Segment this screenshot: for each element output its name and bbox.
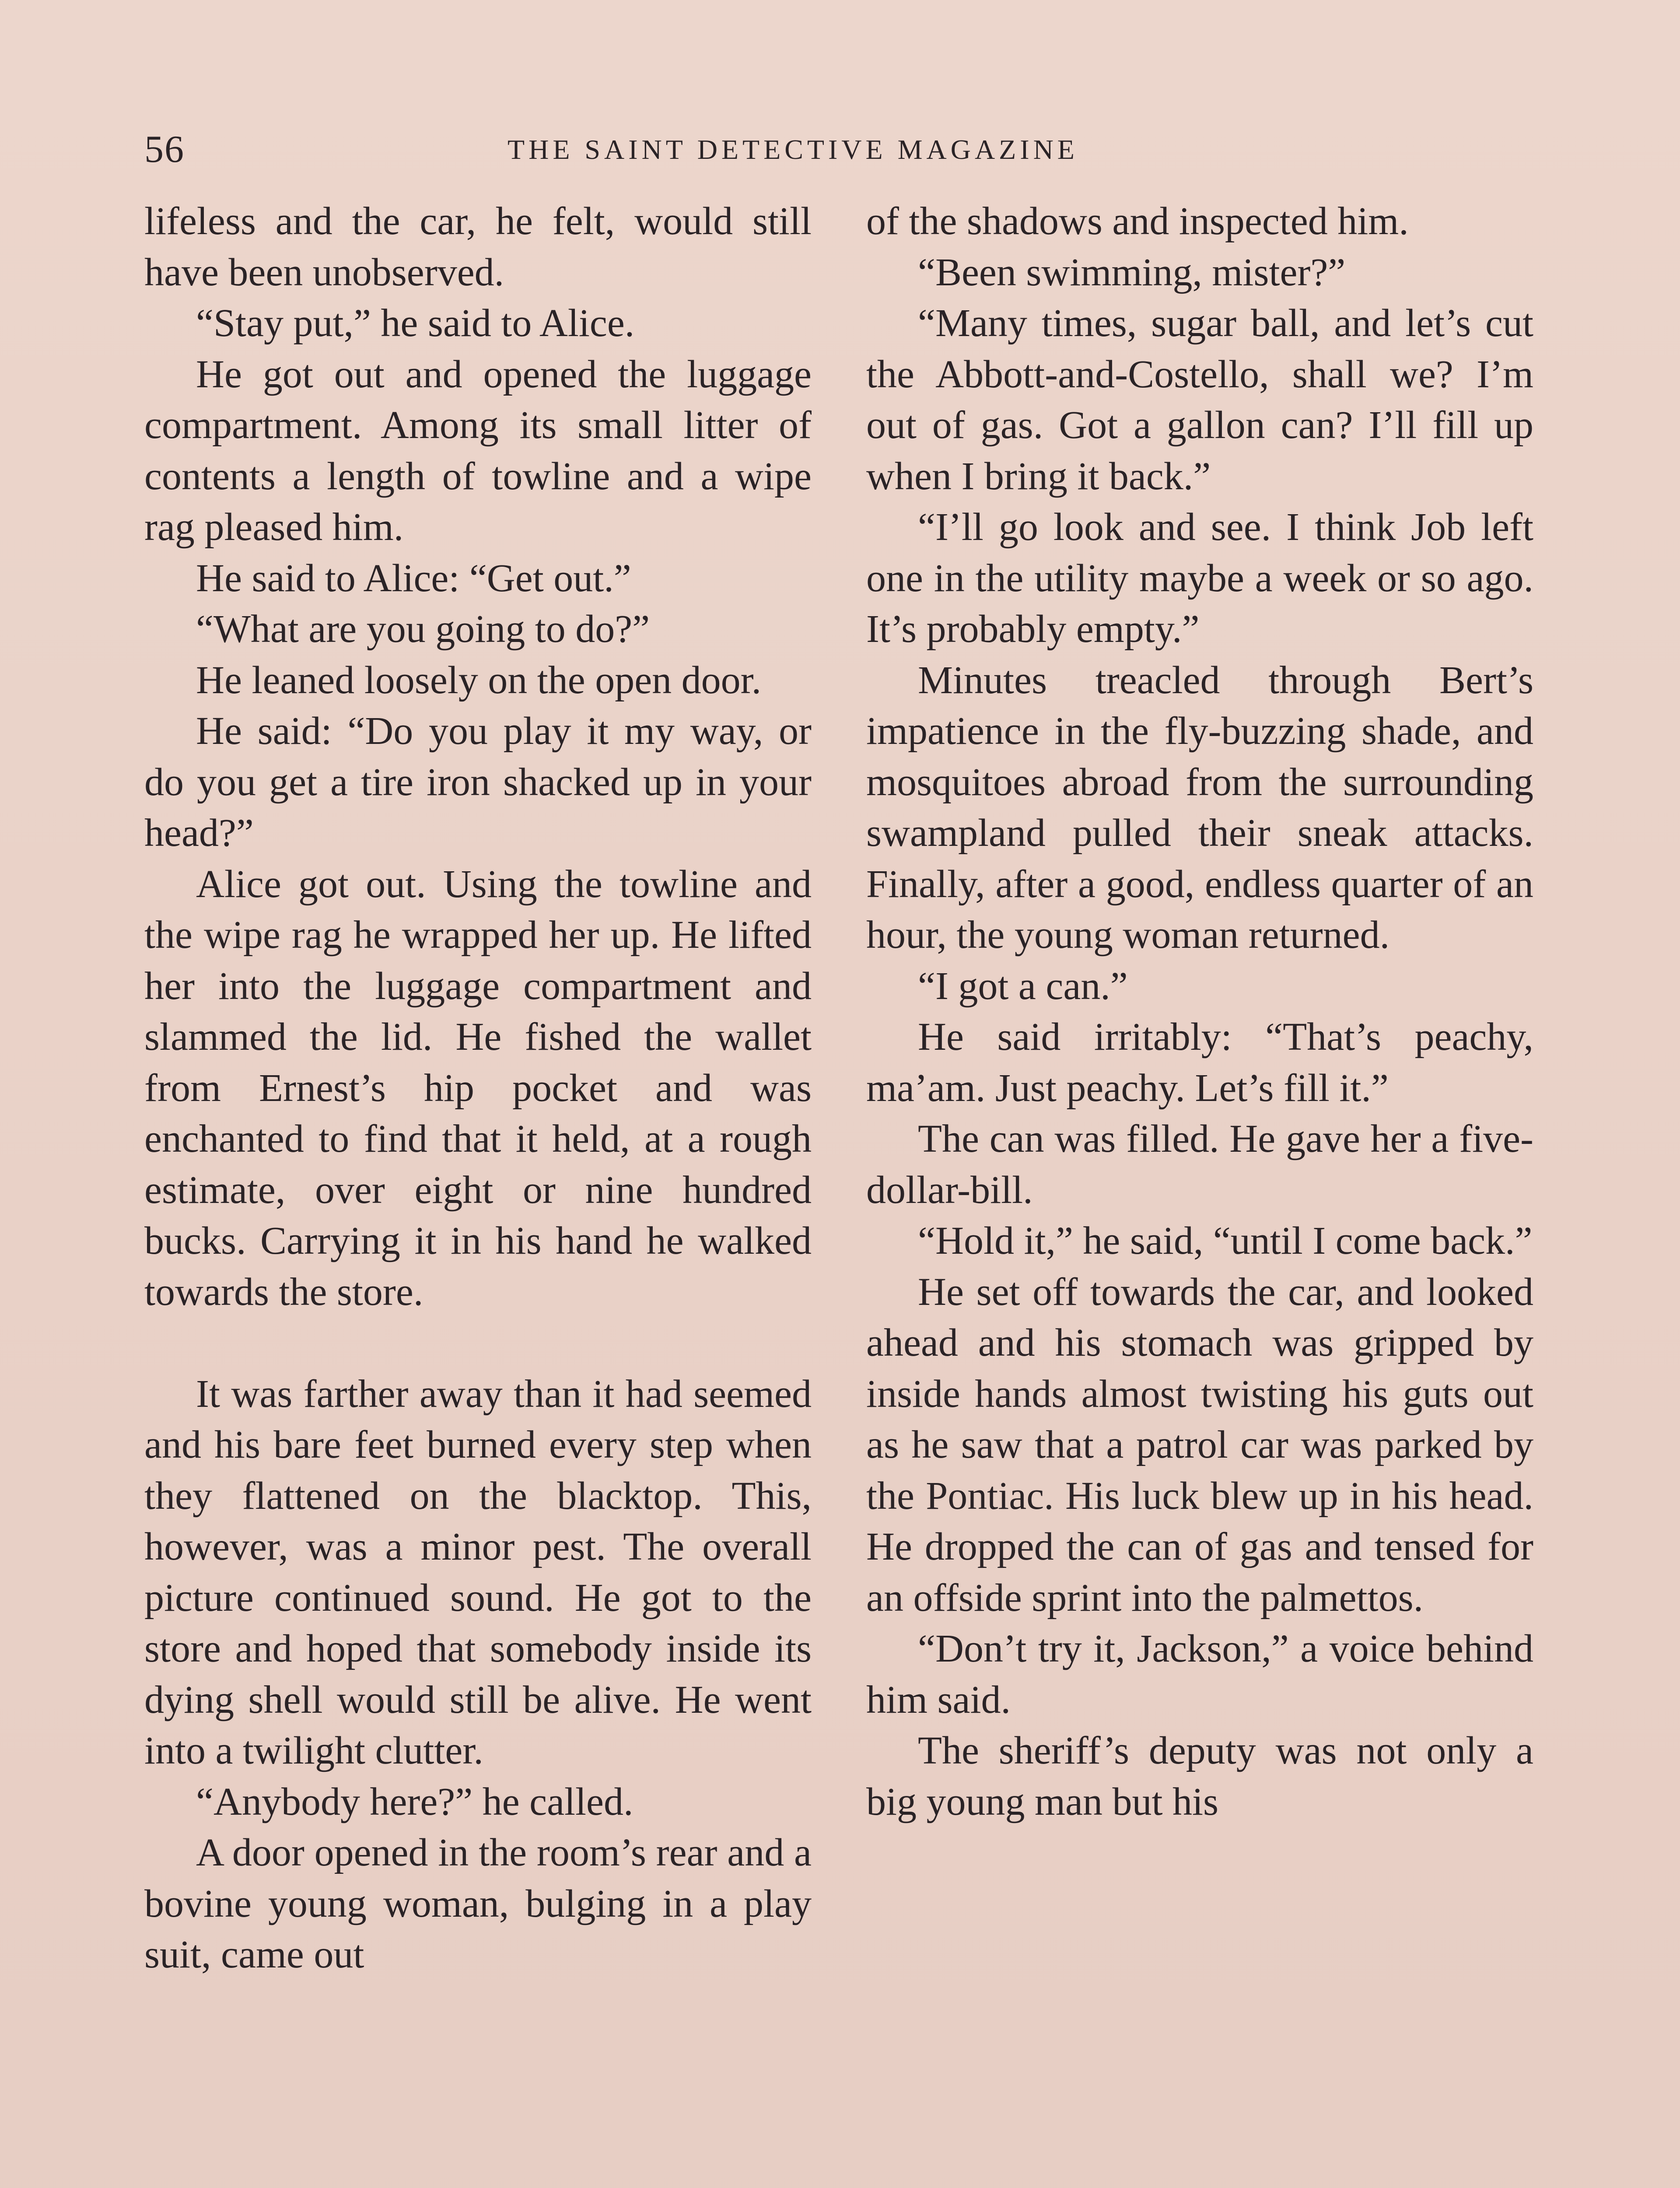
page-header xyxy=(144,123,1536,176)
running-head: THE SAINT DETECTIVE MAGAZINE xyxy=(508,134,1078,165)
paragraph: Alice got out. Using the towline and the wipe rag he wrapped her up. He lifted her into the luggage compartment and slammed the lid. He fished the wallet from Ernest’s hip pocket and was enchanted to find that it held, at a rough estimate, over eight or nine hundred bucks. Carrying it in his hand he walked towards the store. xyxy=(144,862,812,1314)
paragraph: “Many times, sugar ball, and let’s cut the Abbott-and-Costello, shall we? I’m out of gas. Got a gallon can? I’ll fill up when I bring it back.” xyxy=(866,302,1533,498)
paragraph: “I got a can.” xyxy=(918,964,1128,1008)
paragraph: He said irritably: “That’s peachy, ma’am. Just peachy. Let’s fill it.” xyxy=(866,1015,1533,1110)
paragraph: It was farther away than it had seemed and his bare feet burned every step when they flattened on the blacktop. This, however, was a minor pest. The overall picture continued sound. He got to the store and hoped that somebody inside its dying shell would still be alive. He went into a twilight clutter. xyxy=(144,1372,812,1772)
paragraph: “Stay put,” he said to Alice. xyxy=(196,302,635,345)
right-column xyxy=(866,196,1533,1827)
paragraph: “What are you going to do?” xyxy=(196,607,650,651)
paragraph: He leaned loosely on the open door. xyxy=(196,658,762,702)
paragraph: “Anybody here?” he called. xyxy=(196,1780,634,1823)
paragraph: He got out and opened the luggage compartment. Among its small litter of contents a length of towline and a wipe rag pleased him. xyxy=(144,352,812,549)
paragraph: He said: “Do you play it my way, or do you get a tire iron shacked up in your head?” xyxy=(144,709,812,855)
paragraph: He said to Alice: “Get out.” xyxy=(196,556,631,600)
paragraph: lifeless and the car, he felt, would still have been unobserved. xyxy=(144,200,812,294)
paragraph: The can was filled. He gave her a five-dollar-bill. xyxy=(866,1117,1533,1212)
paragraph: “Don’t try it, Jackson,” a voice behind him said. xyxy=(866,1627,1533,1722)
paragraph: Minutes treacled through Bert’s impatience in the fly-buzzing shade, and mosquitoes abroad from the surrounding swampland pulled their sneak attacks. Finally, after a good, endless quarter of an hour, the young woman returned. xyxy=(866,658,1533,957)
page-number: 56 xyxy=(144,128,185,171)
paragraph: “Been swimming, mister?” xyxy=(918,250,1346,294)
left-column xyxy=(144,196,812,1981)
paragraph: “Hold it,” he said, “until I come back.” xyxy=(918,1219,1533,1262)
paragraph: A door opened in the room’s rear and a bovine young woman, bulging in a play suit, came out xyxy=(144,1831,812,1976)
paragraph: He set off towards the car, and looked ahead and his stomach was gripped by inside hands almost twisting his guts out as he saw that a patrol car was parked by the Pontiac. His luck blew up in his head. He dropped the can of gas and tensed for an offside sprint into the palmettos. xyxy=(866,1270,1533,1620)
paragraph: “I’ll go look and see. I think Job left one in the utility maybe a week or so ago. It’s probably empty.” xyxy=(866,505,1533,651)
paragraph: The sheriff’s deputy was not only a big young man but his xyxy=(866,1729,1533,1823)
paragraph: of the shadows and inspected him. xyxy=(866,200,1409,243)
